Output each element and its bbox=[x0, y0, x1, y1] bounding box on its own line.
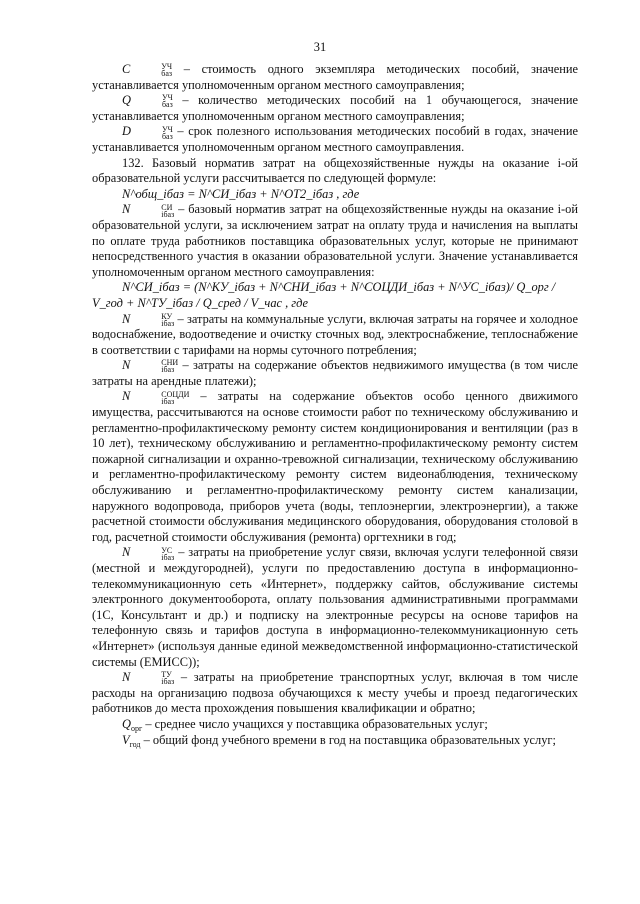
symbol-indices bbox=[131, 359, 178, 373]
subscript: iбаз bbox=[161, 209, 175, 219]
symbol: C bbox=[122, 62, 131, 76]
paragraph-text: – затраты на приобретение транспортных услуг, включая в том числе расходы на организацию подвоза обучающихся к месту учебы и проезд педагогических работников до места прохождения повышения квалификации и обратно; bbox=[92, 670, 578, 716]
subscript: iбаз bbox=[161, 365, 175, 375]
symbol: N bbox=[122, 670, 131, 685]
symbol-indices bbox=[131, 547, 174, 561]
formula-total-norm: N^общ_iбаз = N^СИ_iбаз + N^ОТ2_iбаз , где bbox=[122, 186, 360, 201]
paragraph-n-us bbox=[92, 545, 578, 670]
symbol-indices bbox=[131, 204, 174, 218]
formula-n-si: N^СИ_iбаз = (N^КУ_iбаз + N^СНИ_iбаз + N^СОЦДИ_iбаз + N^УС_iбаз)/ Q_орг / V_год + N^ТУ_iбаз / Q_сред / V_час , где bbox=[92, 280, 556, 310]
paragraph-text: – среднее число учащихся у поставщика образовательных услуг; bbox=[142, 716, 488, 731]
symbol: Q bbox=[122, 93, 131, 108]
subscript: баз bbox=[161, 69, 173, 79]
symbol-indices bbox=[131, 313, 174, 327]
paragraph-d-uch bbox=[92, 124, 578, 155]
symbol: N bbox=[122, 311, 131, 326]
paragraph-c-uch bbox=[92, 62, 578, 93]
paragraph-q-uch bbox=[92, 93, 578, 124]
symbol: N bbox=[122, 202, 131, 217]
paragraph-text: – стоимость одного экземпляра методических пособий, значение устанавливается уполномоченным органом местного самоуправления; bbox=[92, 62, 578, 92]
symbol-indices bbox=[132, 94, 173, 108]
paragraph-text: – срок полезного использования методических пособий в годах, значение устанавливается уполномоченным органом местного самоуправления. bbox=[92, 124, 578, 154]
paragraph-n-ku bbox=[92, 312, 578, 359]
symbol: N bbox=[122, 358, 131, 373]
paragraph-n-sni bbox=[92, 358, 578, 389]
subscript: баз bbox=[161, 100, 173, 110]
superscript: УЧ bbox=[161, 124, 173, 134]
paragraph-v-god bbox=[92, 733, 578, 749]
subscript: iбаз bbox=[161, 552, 175, 562]
symbol: N bbox=[122, 389, 131, 404]
superscript: КУ bbox=[161, 311, 173, 321]
paragraph-text: – затраты на приобретение услуг связи, включая услуги телефонной связи (местной и междугородней), услуги по предоставлению доступа в информационно-телекоммуникационную сеть «Интернет», поддержку сайтов, обслуживание системы электронного документооборота, оплату пользования административными программами (1С, Консультант и др.) и подписку на электронные ресурсы на основе тарифов на телефонную связь и тарифов доступа в информационно-телекоммуникационную сеть «Интернет» (используя данные единой межведомственной информационно-статистической системы (ЕМИСС)); bbox=[92, 545, 578, 669]
paragraph-text: – затраты на содержание объектов недвижимого имущества (в том числе затраты на арендные платежи); bbox=[92, 358, 578, 388]
subscript: iбаз bbox=[161, 318, 175, 328]
subscript: iбаз bbox=[161, 396, 175, 406]
paragraph-n-socdi bbox=[92, 389, 578, 545]
paragraph-n-tu bbox=[92, 670, 578, 717]
symbol: V bbox=[122, 732, 130, 747]
superscript: ТУ bbox=[161, 670, 172, 680]
paragraph-text: – общий фонд учебного времени в год на поставщика образовательных услуг; bbox=[140, 732, 556, 747]
symbol-indices bbox=[132, 126, 173, 140]
subscript: iбаз bbox=[161, 677, 175, 687]
symbol-indices bbox=[131, 671, 174, 685]
paragraph-132: 132. Базовый норматив затрат на общехозяйственные нужды на оказание i-ой образовательной услуги рассчитывается по следующей формуле: bbox=[92, 155, 578, 186]
paragraph-n-si bbox=[92, 202, 578, 280]
symbol: Q bbox=[122, 716, 131, 731]
superscript: СОЦДИ bbox=[161, 389, 190, 399]
paragraph-text: – количество методических пособий на 1 обучающегося, значение устанавливается уполномоченным органом местного самоуправления; bbox=[92, 93, 578, 123]
superscript: СНИ bbox=[161, 358, 179, 368]
paragraph-q-org bbox=[92, 717, 578, 733]
symbol: N bbox=[122, 545, 131, 560]
symbol: D bbox=[122, 124, 131, 139]
subscript: орг bbox=[130, 723, 143, 733]
paragraph-text: – затраты на содержание объектов особо ценного движимого имущества, рассчитываются на основе стоимости работ по техническому обслуживанию и регламентно-профилактическому ремонту систем кондиционирования и вентиляции (раз в 10 лет), техническому обслуживанию и регламентно-профилактическому ремонту систем пожарной сигнализации и охранно-тревожной сигнализации, техническому обслуживанию и регламентно-профилактическому ремонту систем видеонаблюдения, техническому обслуживанию и регламентно-профилактическому ремонту систем канализации, наружного водопровода, приборов учета (воды, теплоэнергии, электроэнергии), а также расчетной стоимости обслуживания медицинского оборудования, оборудования столовой в год, расчетной стоимости обслуживания (ремонта) оргтехники в год; bbox=[92, 389, 578, 544]
symbol-indices bbox=[131, 63, 172, 77]
subscript: год bbox=[129, 739, 141, 749]
paragraph-text: – затраты на коммунальные услуги, включая затраты на горячее и холодное водоснабжение, водоотведение и очистку сточных вод, электроснабжение, теплоснабжение в соответствии с тарифами на нормы суточного потребления; bbox=[92, 311, 578, 357]
symbol-indices bbox=[131, 391, 189, 405]
superscript: УЧ bbox=[161, 93, 173, 103]
superscript: СИ bbox=[161, 202, 173, 212]
superscript: УЧ bbox=[161, 62, 173, 72]
subscript: баз bbox=[161, 131, 173, 141]
document-body bbox=[92, 62, 578, 748]
superscript: УС bbox=[161, 545, 173, 555]
page-number: 31 bbox=[313, 40, 327, 54]
paragraph-text: – базовый норматив затрат на общехозяйственные нужды на оказание i-ой образовательной услуги, за исключением затрат на оплату труда и начисления на выплаты по оплате труда работников поставщика образовательных услуг, которые не принимают непосредственного участия в оказании образовательной услуги. Значение устанавливается уполномоченным органом местного самоуправления: bbox=[92, 202, 578, 279]
